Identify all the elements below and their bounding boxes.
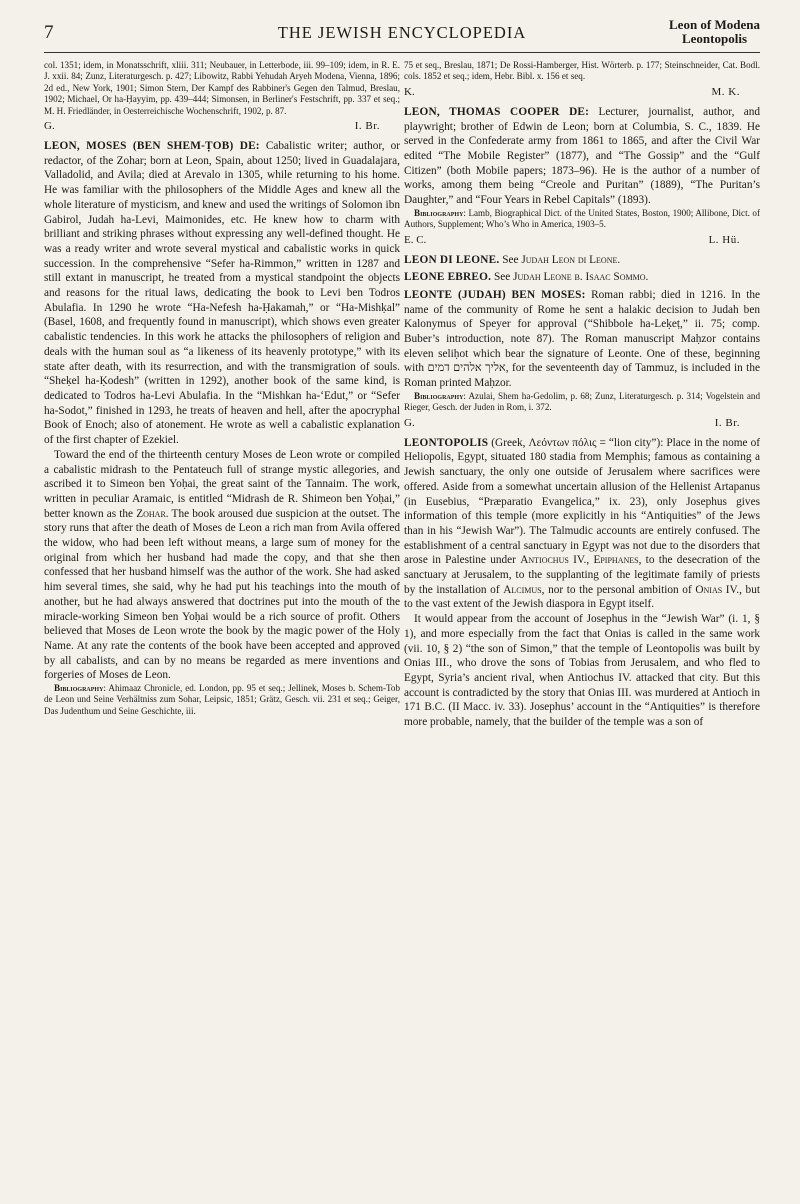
entry-leontopolis <box>404 436 760 730</box>
right-column <box>404 60 760 730</box>
signature <box>404 414 760 433</box>
bibliography-text: 75 et seq., Breslau, 1871; De Rossi-Hamberger, Hist. Wörterb. p. 177; Steinschneider, Cat. Bodl. cols. 1852 et seq.; idem, Hebr. Bibl. x. 156 et seq. <box>404 60 760 82</box>
signature <box>44 117 400 136</box>
bibliography <box>404 391 760 414</box>
entry-heading: LEONTOPOLIS <box>404 436 489 449</box>
bibliography <box>44 683 400 717</box>
cross-reference-link[interactable]: Alcimus <box>503 583 542 596</box>
cross-reference-link[interactable]: Judah Leone b. Isaac Sommo <box>513 271 646 284</box>
bibliography-continued <box>44 60 400 117</box>
bibliography-text: : Azulai, Shem ha-Gedolim, p. 68; Zunz, Literaturgesch. p. 314; Vogelstein and Rieger, Gesch. der Juden in Rom, i. 372. <box>404 390 760 413</box>
signature-author: I. Br. <box>714 416 740 429</box>
signature <box>404 83 760 102</box>
cross-reference-link[interactable]: Onias IV. <box>695 583 740 596</box>
running-head-right <box>669 18 760 46</box>
bibliography-label: Bibliography <box>414 207 464 218</box>
signature-initial: E. C. <box>404 233 427 246</box>
entry-moses-de-leon <box>44 139 400 717</box>
entry-paragraph <box>44 139 400 448</box>
entry-leon-di-leone: LEON DI LEONE. See Judah Leon di Leone. <box>404 253 621 266</box>
header-rule <box>44 52 760 53</box>
signature-author: L. Hü. <box>708 233 740 246</box>
bibliography-text: col. 1351; idem, in Monatsschrift, xliii. 311; Neubauer, in Letterbode, iii. 99–109; idem, in R. E. J. xxii. 84; Zunz, Literaturgesch. p. 427; Libowitz, Rabbi Yehudah Aryeh Modena, Vienna, 1896; 2d ed., New York, 1901; Simon Stern, Der Kampf des Rabbiner's Gegen den Talmud, Breslau, 1902; Michael, Or ha-Ḥayyim, pp. 439–444; Simonsen, in Berliner's Festschrift, pp. 337 et seq.; M. H. Friedländer, in Oesterreichische Wochenschrift, 1902, p. 87. <box>44 60 400 116</box>
running-head-first: Leon of Modena <box>669 17 760 32</box>
signature <box>404 231 760 250</box>
left-column <box>44 60 400 717</box>
bibliography-text: : Ahimaaz Chronicle, ed. London, pp. 95 et seq.; Jellinek, Moses b. Schem-Tob de Leon und Seine Verhältniss zum Sohar, Leipsic, 1851; Grätz, Gesch. vii. 231 et seq.; Geiger, Das Judenthum und Seine Geschichte, iii. <box>44 683 400 716</box>
page-header <box>44 18 760 48</box>
entry-heading: LEON, MOSES (BEN SHEM-ṬOB) DE: <box>44 140 260 153</box>
cross-reference-link[interactable]: Judah Leon di Leone <box>521 253 618 266</box>
entry-paragraph <box>404 288 760 391</box>
entry-heading: LEONTE (JUDAH) BEN MOSES: <box>404 288 586 301</box>
entry-text: Cabalistic writer; author, or redactor, of the Zohar; born at Leon, Spain, about 1250; lived in Guadalajara, Valladolid, and Avila; died at Arevalo in 1305, while returning to his home. He was familiar with the philosophers of the Middle Ages and knew all the whole literature of mysticism, and knew and used the writings of Solomon ibn Gabirol, Judah ha-Levi, Maimonides, etc. He knew how to charm with brilliant and striking phrases without expressing any well-defined thought. He was a ready writer and wrote several mystical and cabalistic works in quick succession. In the comprehensive “Sefer ha-Rimmon,” written in 1287 and still extant in manuscript, he treated from a mystical standpoint the objects and reasons for the ritual laws, dedicating the book to Levi ben Todros Abulafia. In 1290 he wrote “Ha-Nefesh ha-Ḥakamah,” or “Ha-Mishḳal” (Basel, 1608, and frequently found in manuscript), which shows even greater cabalistic tendencies. In this work he attacks the philosophers of religion and deals with the human soul as “a likeness of its heavenly prototype,” with its state after death, with its resurrection, and with the transmigration of souls. “Sheḳel ha-Ḳodesh” (written in 1292), another book of the same kind, is dedicated to Todros ha-Levi Abulafia. In the “Mishkan ha-‘Edut,” or “Sefer ha-Sodot,” finished in 1293, he treats of heaven and hell, after the apocryphal Book of Enoch; also of atonement. He wrote as well a cabalistic explanation of the first chapter of Ezekiel. <box>44 140 401 447</box>
signature-initial: K. <box>404 85 415 98</box>
entry-heading: LEON DI LEONE. <box>404 253 500 266</box>
signature-author: M. K. <box>711 85 740 98</box>
entry-text: Lecturer, journalist, author, and playwright; brother of Edwin de Leon; born at Columbia, S. C., 1839. He served in the Confederate army from 1861 to 1865, and after the Civil War edited “The Mobile Register” (1877), and “The Gossip” and the “Gulf Citizen” (both Mobile papers; 1873–96). He is the author of a number of works, among them being “Creole and Puritan” (1889), “The Puritan’s Daughter,” and “Four Years in Rebel Capitals” (1893). <box>404 105 761 207</box>
signature-initial: G. <box>404 416 415 429</box>
entry-paragraph: Toward the end of the thirteenth century Moses de Leon wrote or compiled a cabalistic midrash to the Pentateuch full of strange mystic allegories, and ascribed it to Simeon ben Yoḥai, the great saint of the Tannaim. The work, written in peculiar Aramaic, is entitled “Midrash de R. Shimeon ben Yoḥai,” better known as the Zohar. The book aroused due suspicion at the outset. The story runs that after the death of Moses de Leon a rich man from Avila offered the widow, who had been left without means, a large sum of money for the original from which her husband had made the copy, and that she then confessed that her husband himself was the author of the work. She had asked him several times, she said, why he had put his teachings into the mouth of another, but he had always answered that doctrines put into the mouth of the miracle-working Simeon ben Yoḥai would be a rich source of profit. Others believed that Moses de Leon wrote the book by the magic power of the Holy Name. At any rate the contents of the book have been accepted and approved by all cabalists, and can by no means be regarded as mere inventions and forgeries of Moses de Leon. <box>44 448 401 682</box>
entry-leone-ebreo: LEONE EBREO. See Judah Leone b. Isaac Sommo. <box>404 271 649 284</box>
cross-reference-link[interactable]: Antiochus IV., Epiphanes <box>520 554 639 567</box>
bibliography-label: Bibliography <box>414 390 464 401</box>
cross-reference-link[interactable]: Zohar <box>136 507 166 520</box>
page-number: 7 <box>44 22 54 43</box>
entry-text: Roman rabbi; died in 1216. In the name of the community of Rome he sent a halakic decision to Judah ben Kalonymus of Speyer for approval (“Shibbole ha-Leḳeṭ,” ii. 75; comp. Buber’s introduction, note 87). The Roman manuscript Maḥzor contains eleven seliḥot which bear the signature of Leonte. One of these, beginning with אליך אלהים דמים, for the seventeenth day of Tammuz, is included in the Roman printed Maḥzor. <box>404 288 761 390</box>
entry-paragraph <box>404 105 760 208</box>
signature-initial: G. <box>44 120 55 133</box>
entry-heading: LEON, THOMAS COOPER DE: <box>404 105 590 118</box>
entry-paragraph: LEONTOPOLIS (Greek, Λεόντων πόλις = “lion city”): Place in the nome of Heliopolis, Egypt, situated 180 stadia from Memphis; famous as containing a Jewish sanctuary, the only one outside of Jerusalem where sacrifices were offered. Aside from a somewhat uncertain allusion of the Hellenist Artapanus (in Eusebius, “Præparatio Evangelica,” ix. 23), only Josephus gives information of this temple (more explicitly in his “Antiquities” of the Jews than in his “Jewish War”). The Talmudic accounts are entirely confused. The establishment of a central sanctuary in Egypt was not due to the disorders that arose in Palestine under Antiochus IV., Epiphanes, to the desecration of the sanctuary at Jerusalem, to the supplanting of the legitimate family of priests by the installation of Alcimus, nor to the personal ambition of Onias IV., but to the vast extent of the Jewish diaspora in Egypt itself. <box>404 436 760 611</box>
entry-paragraph: It would appear from the account of Josephus in the “Jewish War” (i. 1, § 1), and more especially from the fact that Onias is called in the same work (vii. 10, § 2) “the son of Simon,” that the temple of Leontopolis was built by Onias III., who drove the sons of Tobias from Jerusalem, and who fled to Egypt, Syria’s ancient rival, when Antiochus IV. attacked that city. But this account is contradicted by the story that Onias III. was murdered at Antioch in 171 B.C. (II Macc. iv. 33). Josephus’ account in the “Antiquities” is therefore more probable, namely, that the builder of the temple was a son of <box>404 613 760 729</box>
bibliography-continued <box>404 60 760 83</box>
bibliography-label: Bibliography <box>54 683 104 694</box>
signature-author: I. Br. <box>354 120 380 133</box>
entry-leonte <box>404 288 760 433</box>
running-title: THE JEWISH ENCYCLOPEDIA <box>277 23 527 42</box>
running-head-last: Leontopolis <box>681 31 747 46</box>
entry-heading: LEONE EBREO. <box>404 271 492 284</box>
bibliography <box>404 208 760 231</box>
bibliography-text: : Lamb, Biographical Dict. of the United States, Boston, 1900; Allibone, Dict. of Authors, Supplement; Who’s Who in America, 1903–5. <box>404 207 760 230</box>
entry-thomas-cooper-de-leon <box>404 105 760 250</box>
